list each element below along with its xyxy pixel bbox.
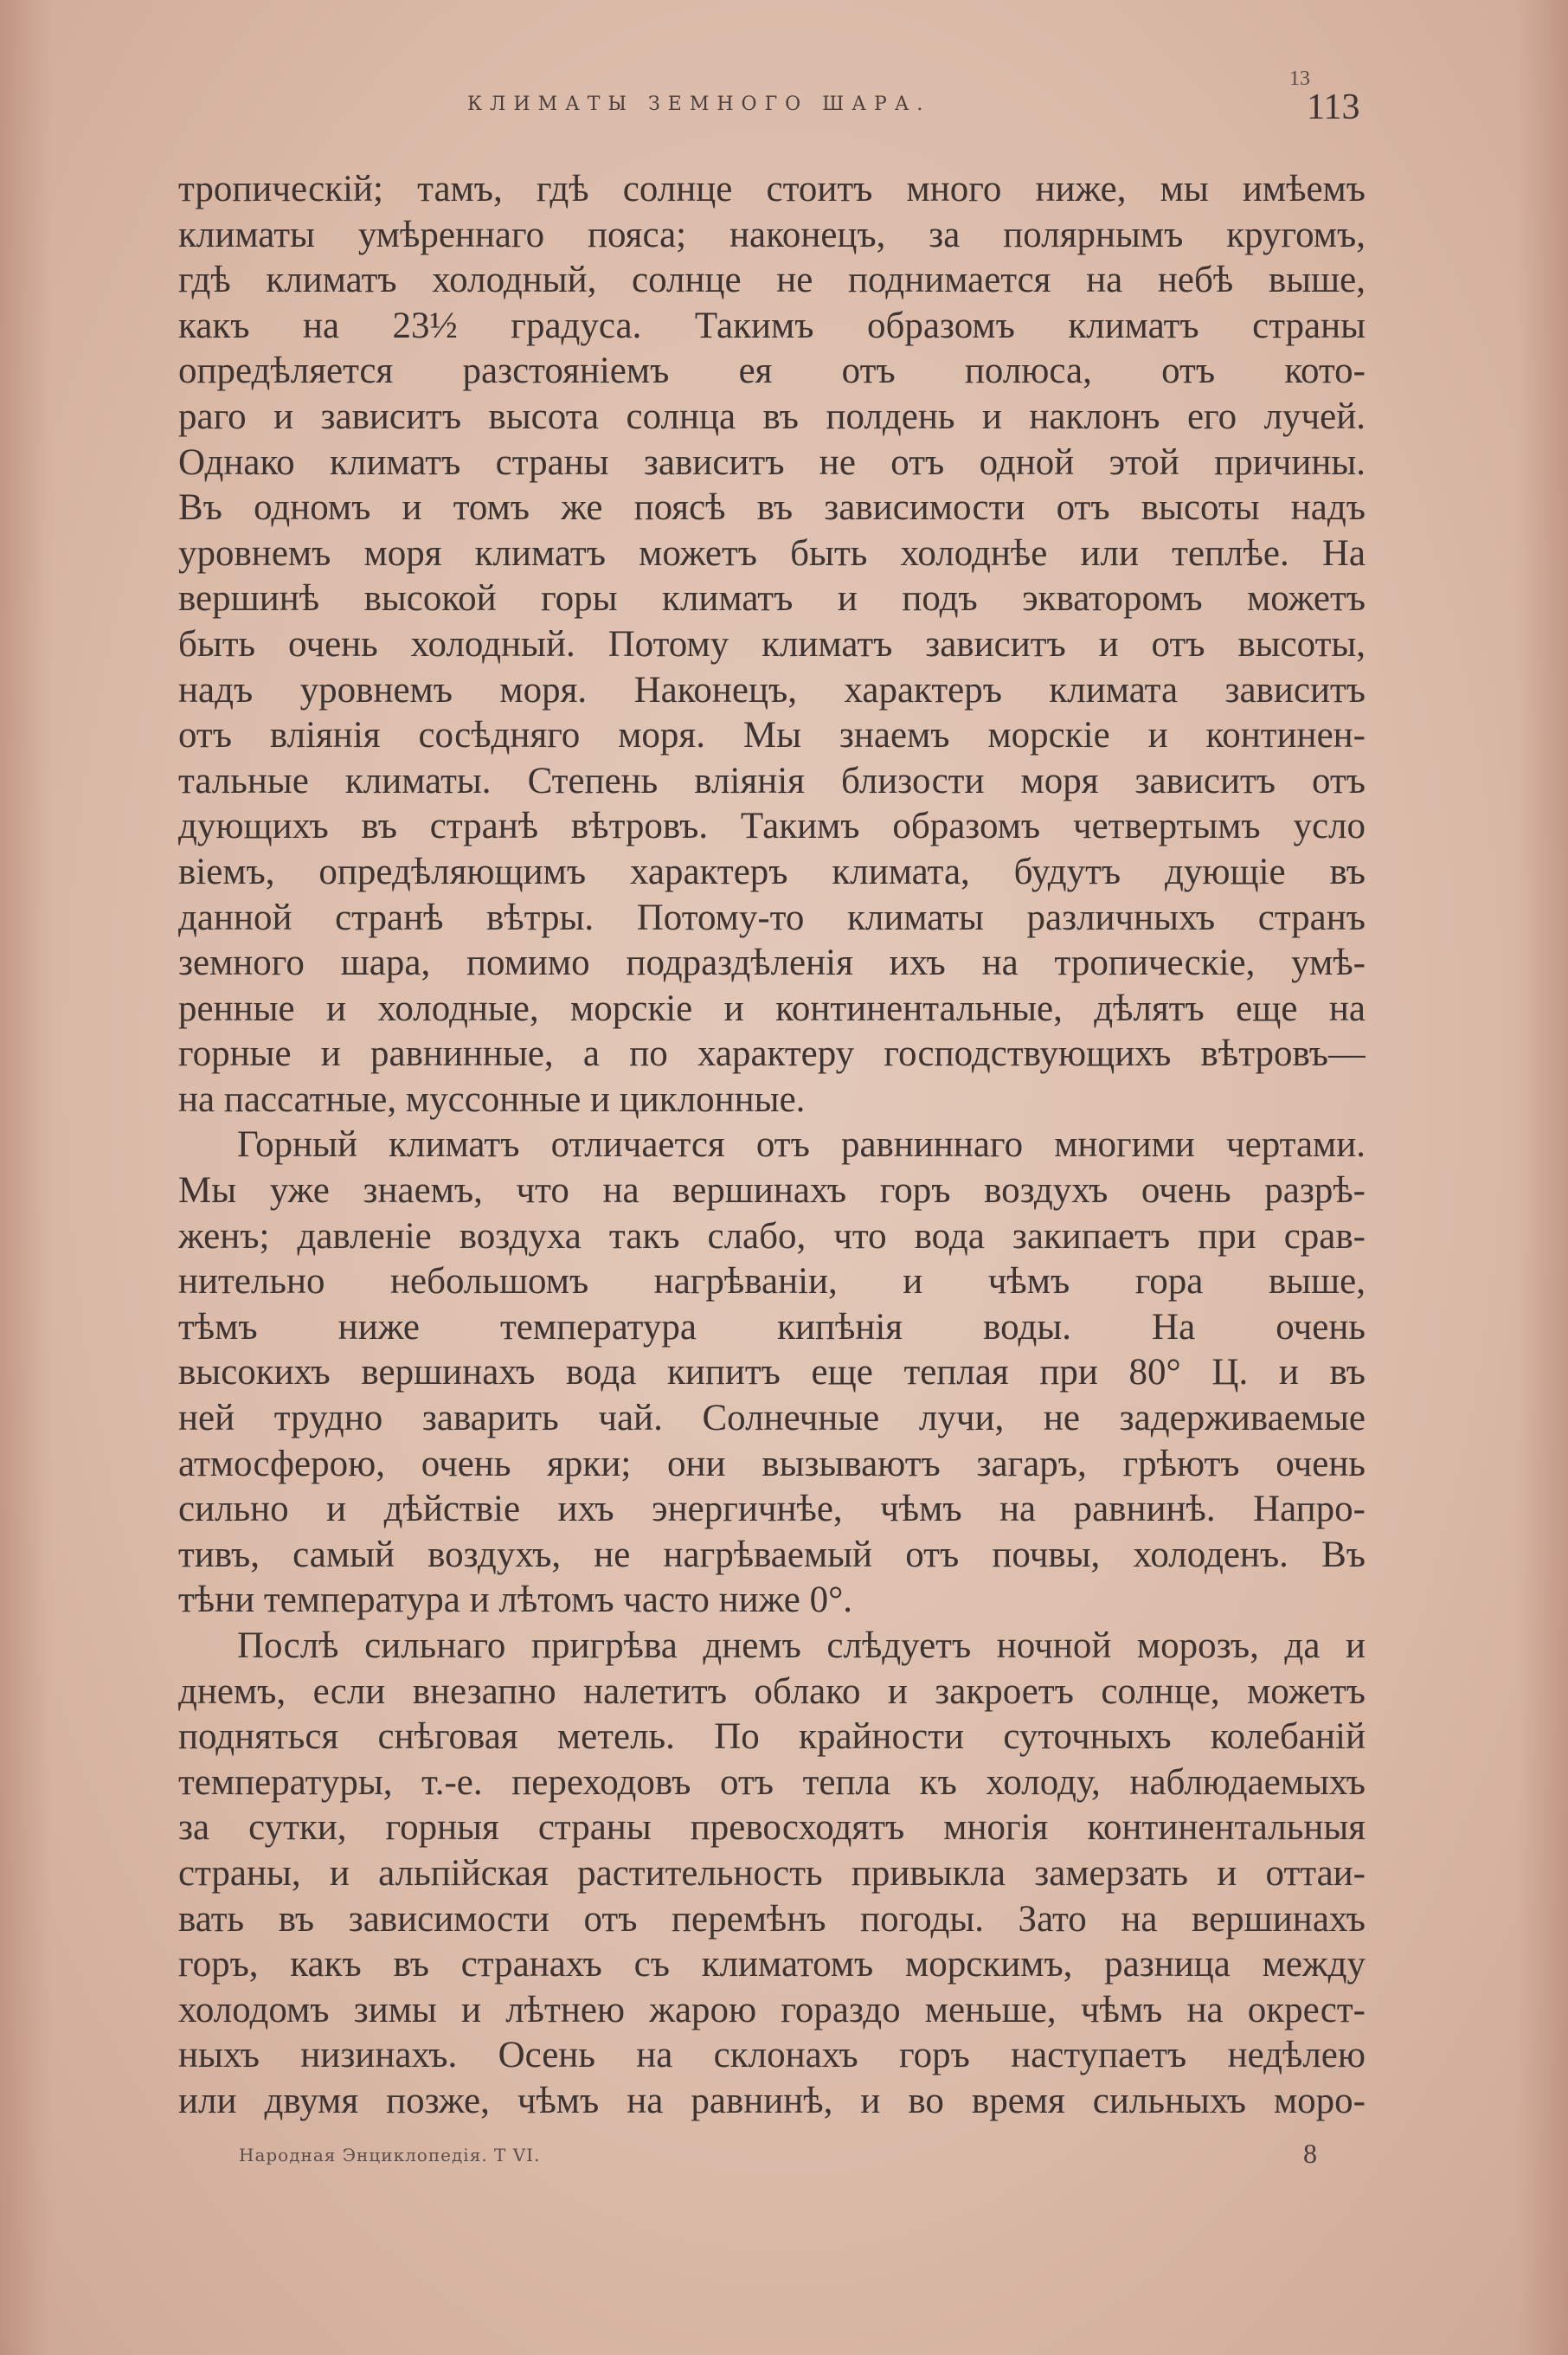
footer-signature: Народная Энциклопедія. Т VI. — [239, 2145, 541, 2165]
text-line: женъ; давленіе воздуха такъ слабо, что вода закипаетъ при срав- — [178, 1215, 1366, 1257]
text-line: или двумя позже, чѣмъ на равнинѣ, и во время сильныхъ моро- — [178, 2080, 1366, 2121]
text-line: днемъ, если внезапно налетитъ облако и закроетъ солнце, можетъ — [178, 1670, 1366, 1712]
text-line: опредѣляется разстояніемъ ея отъ полюса, отъ кото- — [178, 351, 1366, 392]
text-line: вершинѣ высокой горы климатъ и подъ экваторомъ можетъ — [178, 578, 1366, 620]
body-text — [178, 167, 1366, 2125]
text-line: Мы уже знаемъ, что на вершинахъ горъ воздухъ очень разрѣ- — [178, 1170, 1366, 1212]
running-head: КЛИМАТЫ ЗЕМНОГО ШАРА. — [467, 93, 931, 115]
text-line: какъ на 23½ градуса. Такимъ образомъ климатъ страны — [178, 305, 1366, 346]
text-line: уровнемъ моря климатъ можетъ быть холоднѣе или теплѣе. На — [178, 532, 1366, 574]
text-line: нительно небольшомъ нагрѣваніи, и чѣмъ гора выше, — [178, 1261, 1366, 1303]
text-line: быть очень холодный. Потому климатъ зависитъ и отъ высоты, — [178, 623, 1366, 665]
text-line: надъ уровнемъ моря. Наконецъ, характеръ климата зависитъ — [178, 669, 1366, 711]
text-line: раго и зависитъ высота солнца въ полдень и наклонъ его лучей. — [178, 396, 1366, 437]
text-line: Однако климатъ страны зависитъ не отъ одной этой причины. — [178, 441, 1366, 483]
text-line: тѣмъ ниже температура кипѣнія воды. На очень — [178, 1306, 1366, 1348]
signature-number: 8 — [1303, 2138, 1317, 2169]
page-number-mark: 13 — [1289, 68, 1310, 90]
text-line: страны, и альпійская растительность привыкла замерзать и оттаи- — [178, 1852, 1366, 1894]
text-line: горные и равнинные, а по характеру господствующихъ вѣтровъ— — [178, 1033, 1366, 1075]
text-line: Въ одномъ и томъ же поясѣ въ зависимости отъ высоты надъ — [178, 487, 1366, 529]
text-line: на пассатные, муссонные и циклонные. — [178, 1078, 806, 1120]
text-line: тальные климаты. Степень вліянія близости моря зависитъ отъ — [178, 760, 1366, 801]
text-line: гдѣ климатъ холодный, солнце не поднимается на небѣ выше, — [178, 260, 1366, 301]
text-line: отъ вліянія сосѣдняго моря. Мы знаемъ морскіе и континен- — [178, 715, 1366, 756]
text-line: сильно и дѣйствіе ихъ энергичнѣе, чѣмъ на равнинѣ. Напро- — [178, 1489, 1366, 1530]
text-line: горъ, какъ въ странахъ съ климатомъ морскимъ, разница между — [178, 1944, 1366, 1985]
page-shadow-left — [0, 0, 52, 2355]
text-line: тропическій; тамъ, гдѣ солнце стоитъ много ниже, мы имѣемъ — [178, 169, 1366, 209]
text-line: холодомъ зимы и лѣтнею жарою гораздо меньше, чѣмъ на окрест- — [178, 1989, 1366, 2030]
text-line: тѣни температура и лѣтомъ часто ниже 0°. — [178, 1580, 853, 1621]
text-line: вать въ зависимости отъ перемѣнъ погоды. Зато на вершинахъ — [178, 1898, 1366, 1940]
text-line-paragraph-start: Горный климатъ отличается отъ равниннаго многими чертами. — [237, 1124, 1366, 1166]
text-line: віемъ, опредѣляющимъ характеръ климата, будутъ дующіе въ — [178, 851, 1366, 892]
text-line: за сутки, горныя страны превосходятъ многія континентальныя — [178, 1807, 1366, 1849]
text-line: атмосферою, очень ярки; они вызываютъ загаръ, грѣютъ очень — [178, 1443, 1366, 1484]
text-line: земного шара, помимо подраздѣленія ихъ на тропическіе, умѣ- — [178, 943, 1366, 984]
text-line: ныхъ низинахъ. Осень на склонахъ горъ наступаетъ недѣлею — [178, 2035, 1366, 2076]
text-line: климаты умѣреннаго пояса; наконецъ, за полярнымъ кругомъ, — [178, 214, 1366, 255]
text-line-paragraph-start: Послѣ сильнаго пригрѣва днемъ слѣдуетъ ночной морозъ, да и — [237, 1625, 1366, 1666]
text-line: данной странѣ вѣтры. Потому-то климаты различныхъ странъ — [178, 897, 1366, 938]
text-line: ренные и холодные, морскіе и континентальные, дѣлятъ еще на — [178, 988, 1366, 1029]
text-line: тивъ, самый воздухъ, не нагрѣваемый отъ почвы, холоденъ. Въ — [178, 1534, 1366, 1575]
page-number: 113 — [1307, 87, 1360, 127]
page-shadow-right — [1516, 0, 1568, 2355]
text-line: температуры, т.-е. переходовъ отъ тепла къ холоду, наблюдаемыхъ — [178, 1761, 1366, 1803]
text-line: высокихъ вершинахъ вода кипитъ еще теплая при 80° Ц. и въ — [178, 1352, 1366, 1393]
text-line: ней трудно заварить чай. Солнечные лучи, не задерживаемые — [178, 1398, 1366, 1439]
text-line: подняться снѣговая метель. По крайности суточныхъ колебаній — [178, 1716, 1366, 1758]
text-line: дующихъ въ странѣ вѣтровъ. Такимъ образомъ четвертымъ усло — [178, 806, 1366, 847]
